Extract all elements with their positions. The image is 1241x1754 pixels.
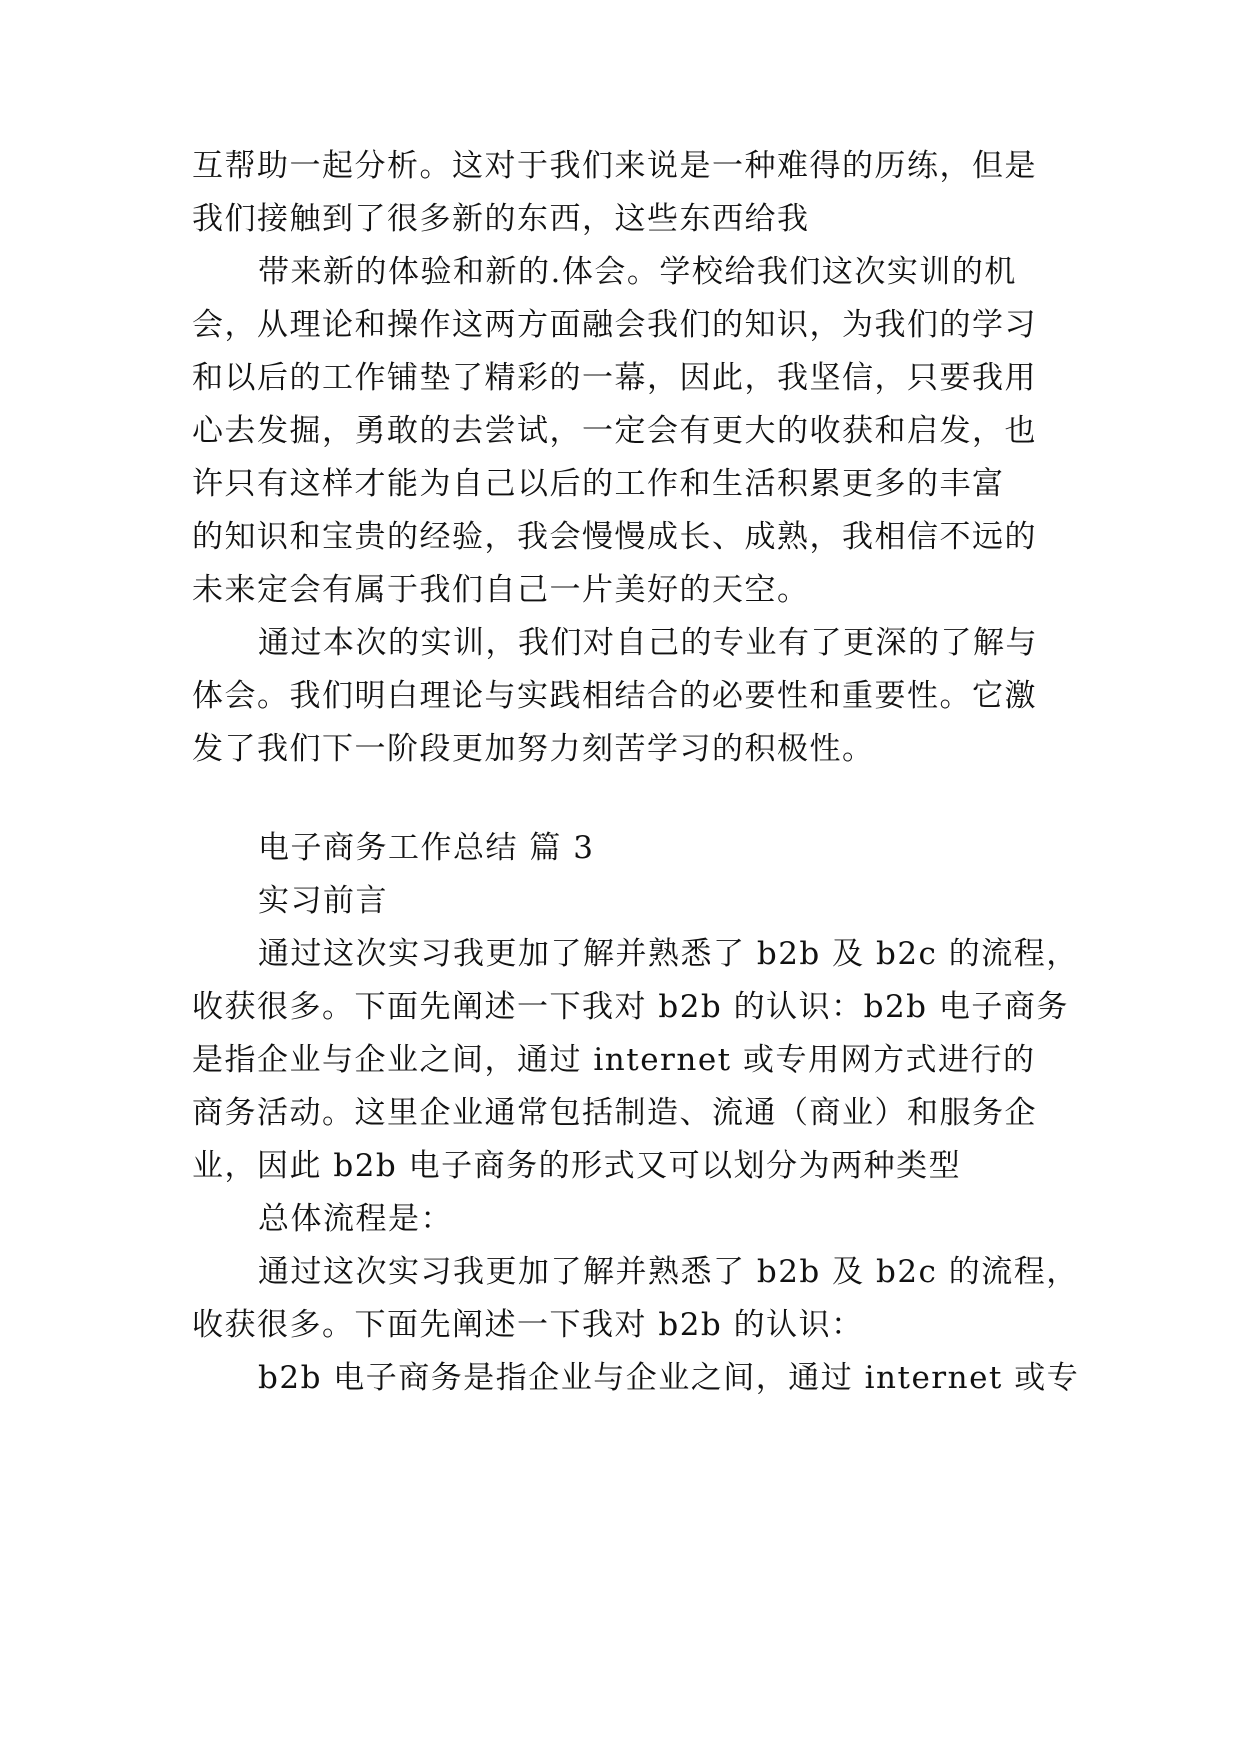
text-line: 商务活动。这里企业通常包括制造、流通（商业）和服务企 (192, 1095, 1037, 1131)
paragraph-first-line: b2b 电子商务是指企业与企业之间，通过 internet 或专 (258, 1360, 1080, 1396)
text-line: 和以后的工作铺垫了精彩的一幕，因此，我坚信，只要我用 (192, 360, 1037, 396)
text-line: 是指企业与企业之间，通过 internet 或专用网方式进行的 (192, 1042, 1036, 1078)
paragraph-first-line: 带来新的体验和新的.体会。学校给我们这次实训的机 (258, 254, 1017, 290)
text-line: 业，因此 b2b 电子商务的形式又可以划分为两种类型 (192, 1148, 962, 1184)
text-line: 收获很多。下面先阐述一下我对 b2b 的认识：b2b 电子商务 (192, 989, 1069, 1025)
text-line: 的知识和宝贵的经验，我会慢慢成长、成熟，我相信不远的 (192, 519, 1037, 555)
section-subtitle: 实习前言 (258, 883, 388, 919)
paragraph-first-line: 通过这次实习我更加了解并熟悉了 b2b 及 b2c 的流程， (258, 936, 1079, 972)
paragraph-line: 总体流程是： (258, 1201, 453, 1237)
text-line: 收获很多。下面先阐述一下我对 b2b 的认识： (192, 1307, 864, 1343)
section-title: 电子商务工作总结 篇 3 (258, 830, 595, 866)
text-line: 发了我们下一阶段更加努力刻苦学习的积极性。 (192, 731, 875, 767)
text-line: 许只有这样才能为自己以后的工作和生活积累更多的丰富 (192, 466, 1005, 502)
text-line: 互帮助一起分析。这对于我们来说是一种难得的历练，但是 (192, 148, 1037, 184)
paragraph-first-line: 通过本次的实训，我们对自己的专业有了更深的了解与 (258, 625, 1038, 661)
text-line: 未来定会有属于我们自己一片美好的天空。 (192, 572, 810, 608)
text-line: 心去发掘，勇敢的去尝试，一定会有更大的收获和启发，也 (192, 413, 1037, 449)
text-line: 我们接触到了很多新的东西，这些东西给我 (192, 201, 810, 237)
paragraph-first-line: 通过这次实习我更加了解并熟悉了 b2b 及 b2c 的流程， (258, 1254, 1079, 1290)
text-line: 会，从理论和操作这两方面融会我们的知识，为我们的学习 (192, 307, 1037, 343)
text-line: 体会。我们明白理论与实践相结合的必要性和重要性。它激 (192, 678, 1037, 714)
